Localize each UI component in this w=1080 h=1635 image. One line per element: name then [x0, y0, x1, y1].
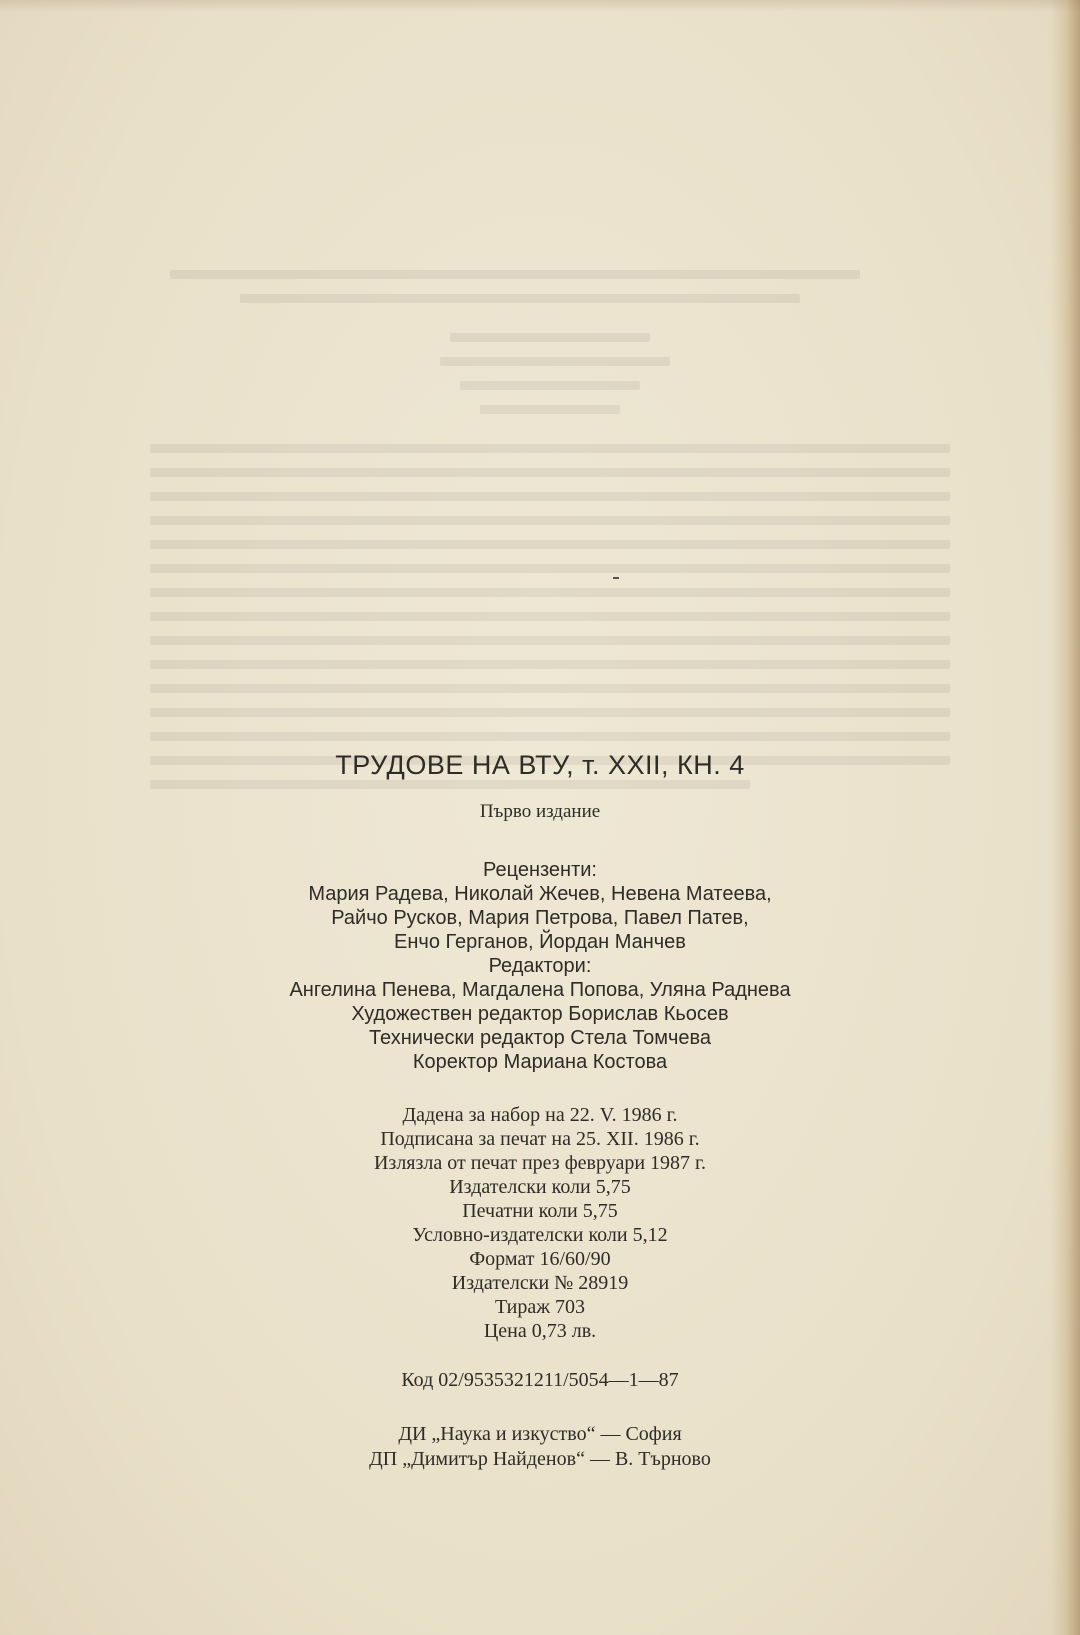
printers: [0, 1422, 1080, 1472]
reviewers-line: Райчо Русков, Мария Петрова, Павел Патев,: [331, 907, 749, 929]
reviewers-line: Мария Радева, Николай Жечев, Невена Матеева,: [308, 883, 772, 905]
print-details: [0, 1103, 1080, 1343]
editors-heading: Редактори:: [488, 955, 592, 977]
catalog-code: Код 02/9535321211/5054—1—87: [401, 1369, 679, 1391]
typesetting-date: Дадена за набор на 22. V. 1986 г.: [402, 1104, 678, 1126]
proofreader-line: Коректор Мариана Костова: [412, 1051, 668, 1073]
editors-line: Ангелина Пенева, Магдалена Попова, Уляна Раднева: [289, 979, 791, 1001]
art-editor-line: Художествен редактор Борислав Кьосев: [351, 1003, 729, 1025]
technical-editor-line: Технически редактор Стела Томчева: [368, 1027, 712, 1049]
publisher-sheets: Издателски коли 5,75: [449, 1176, 631, 1198]
colophon: [0, 748, 1080, 1472]
print-run: Тираж 703: [494, 1296, 586, 1318]
edition-label: Първо издание: [479, 801, 601, 822]
publisher-number: Издателски № 28919: [451, 1272, 629, 1294]
publication-title: ТРУДОВЕ НА ВТУ, т. XXII, КН. 4: [335, 750, 745, 780]
ink-mark: [613, 577, 619, 579]
page-top-edge: [0, 0, 1080, 12]
staff-credits: [0, 858, 1080, 1074]
reviewers-line: Енчо Герганов, Йордан Манчев: [394, 931, 686, 953]
price: Цена 0,73 лв.: [483, 1320, 597, 1342]
format: Формат 16/60/90: [469, 1248, 611, 1270]
signed-for-print-date: Подписана за печат на 25. XII. 1986 г.: [380, 1128, 700, 1150]
conventional-sheets: Условно-издателски коли 5,12: [412, 1224, 668, 1246]
reviewers-heading: Рецензенти:: [483, 859, 597, 881]
printed-sheets: Печатни коли 5,75: [462, 1200, 618, 1222]
printed-date: Излязла от печат през февруари 1987 г.: [373, 1152, 706, 1174]
printer-line: ДП „Димитър Найденов“ — В. Търново: [369, 1448, 711, 1470]
publisher-line: ДИ „Наука и изкуство“ — София: [398, 1423, 682, 1445]
